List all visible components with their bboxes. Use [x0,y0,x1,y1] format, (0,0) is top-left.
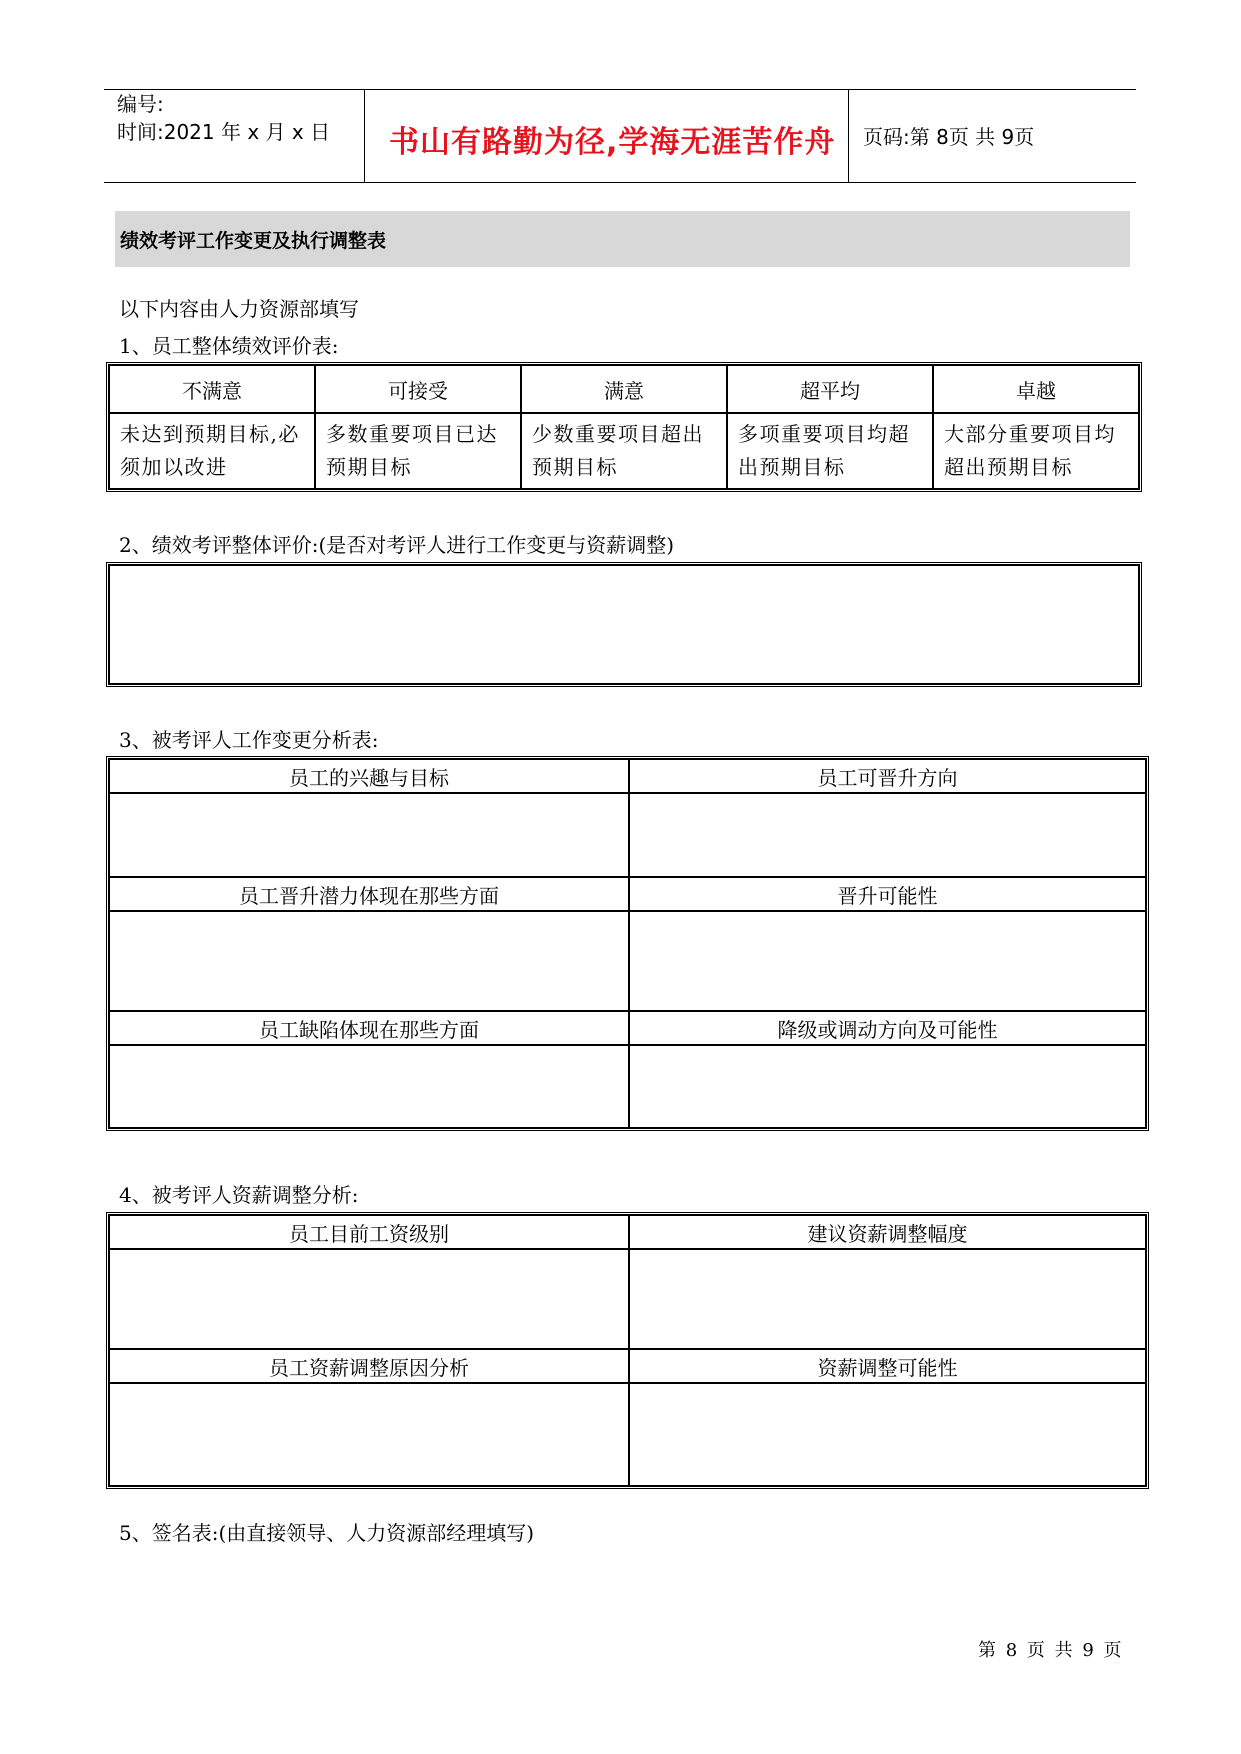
salary-input-cell[interactable] [629,1249,1146,1349]
salary-input-cell[interactable] [109,1249,629,1349]
overall-evaluation-field[interactable] [109,565,1139,684]
job-change-input-cell[interactable] [629,793,1146,877]
page-indicator: 页码:第 8页 共 9页 [863,125,1035,149]
section3-heading: 3、被考评人工作变更分析表: [119,728,379,752]
salary-input-cell[interactable] [629,1383,1146,1486]
job-change-header-cell: 晋升可能性 [629,877,1146,911]
salary-header-cell: 建议资薪调整幅度 [629,1215,1146,1249]
header-motto: 书山有路勤为径,学海无涯苦作舟 [389,125,836,160]
job-change-input-cell[interactable] [109,1045,629,1128]
job-change-header-cell: 员工的兴趣与目标 [109,759,629,793]
job-change-input-cell[interactable] [629,911,1146,1011]
salary-header-cell: 资薪调整可能性 [629,1349,1146,1383]
section5-heading: 5、签名表:(由直接领导、人力资源部经理填写) [119,1521,535,1545]
job-change-header-cell: 员工晋升潜力体现在那些方面 [109,877,629,911]
rating-description-cell: 多项重要项目均超出预期目标 [727,413,933,489]
performance-rating-table [106,362,1142,492]
rating-level-cell: 卓越 [933,365,1139,413]
rating-description-cell: 未达到预期目标,必须加以改进 [109,413,315,489]
rating-level-cell: 不满意 [109,365,315,413]
header-divider-left [364,90,365,183]
section4-heading: 4、被考评人资薪调整分析: [119,1183,359,1207]
rating-level-cell: 超平均 [727,365,933,413]
section1-heading: 1、员工整体绩效评价表: [119,334,339,358]
section2-heading: 2、绩效考评整体评价:(是否对考评人进行工作变更与资薪调整) [119,533,675,557]
rating-level-cell: 满意 [521,365,727,413]
form-title: 绩效考评工作变更及执行调整表 [120,230,387,252]
job-change-input-cell[interactable] [629,1045,1146,1128]
form-title-bar [115,211,1130,267]
salary-header-cell: 员工资薪调整原因分析 [109,1349,629,1383]
overall-evaluation-box [106,562,1142,687]
header-divider-right [848,90,849,183]
header-top-rule [104,89,1136,90]
rating-description-cell: 少数重要项目超出预期目标 [521,413,727,489]
job-change-input-cell[interactable] [109,793,629,877]
header-bottom-rule [104,182,1136,183]
document-time-label: 时间:2021 年 x 月 x 日 [117,120,331,144]
job-change-header-cell: 降级或调动方向及可能性 [629,1011,1146,1045]
job-change-analysis-table [106,756,1149,1131]
job-change-header-cell: 员工缺陷体现在那些方面 [109,1011,629,1045]
rating-description-cell: 多数重要项目已达预期目标 [315,413,521,489]
page-footer: 第 8 页 共 9 页 [978,1640,1124,1661]
intro-text: 以下内容由人力资源部填写 [119,297,359,321]
document-number-label: 编号: [117,92,164,116]
salary-adjustment-table [106,1212,1149,1489]
salary-header-cell: 员工目前工资级别 [109,1215,629,1249]
salary-input-cell[interactable] [109,1383,629,1486]
job-change-input-cell[interactable] [109,911,629,1011]
rating-description-cell: 大部分重要项目均超出预期目标 [933,413,1139,489]
job-change-header-cell: 员工可晋升方向 [629,759,1146,793]
rating-level-cell: 可接受 [315,365,521,413]
